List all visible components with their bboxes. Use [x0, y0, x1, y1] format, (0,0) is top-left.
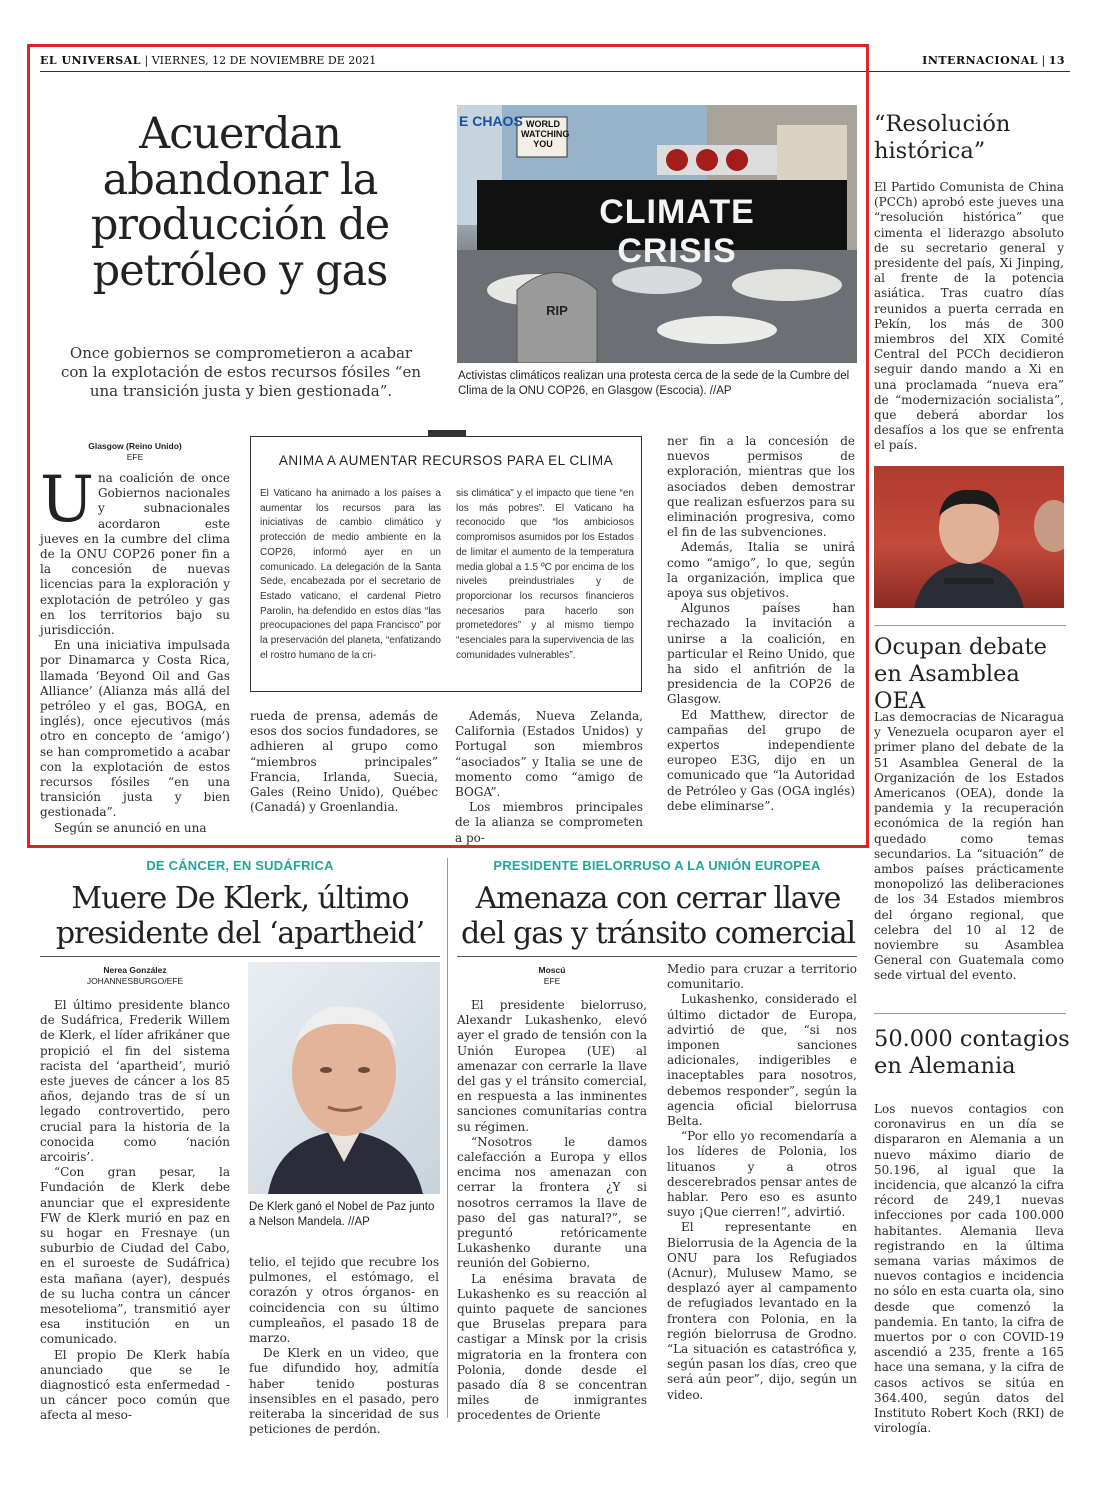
paragraph: Además, Nueva Zelanda, California (Estados Unidos) y Portugal son miembros “asociados” y Italia se une de momento como “amigo de BOGA”.: [455, 709, 643, 800]
paragraph: Medio para cruzar a territorio comunitario.: [667, 962, 857, 992]
byline-place: Glasgow (Reino Unido): [88, 441, 182, 451]
belarus-kicker: PRESIDENTE BIELORRUSO A LA UNIÓN EUROPEA: [493, 858, 821, 873]
byline-name: Nerea González: [103, 965, 167, 975]
paragraph: “Con gran pesar, la Fundación de Klerk debe anunciar que el expresidente FW de Klerk murió en paz en su hogar en Fresnaye (un suburbio de Ciudad del Cabo, en el suroeste de Sudáfrica) esta mañana (ayer), después de su lucha contra un cáncer mesotelioma”, transmitió ayer esa institución en un comunicado.: [40, 1165, 230, 1347]
protest-photo: [457, 105, 857, 363]
sign-text: WORLD WATCHING YOU: [521, 119, 570, 149]
lead-headline: [45, 109, 435, 296]
paragraph: El representante en Bielorrusia de la Agencia de la ONU para los Refugiados (Acnur), Mulusew Mamo, se desplazó ayer al campamento de refugiados levantado en la frontera con Polonia, en la región bielorrusa de Grodno. “La situación es catastrófica y, según pasan los días, creo que será aún peor”, dijo, según un video.: [667, 1220, 857, 1402]
belarus-byline: [457, 965, 647, 987]
klerk-column-1: [40, 998, 230, 1424]
klerk-column-2: [249, 1255, 439, 1437]
box-title: ANIMA A AUMENTAR RECURSOS PARA EL CLIMA: [278, 453, 614, 468]
klerk-kicker: DE CÁNCER, EN SUDÁFRICA: [146, 858, 334, 873]
klerk-headline: [40, 881, 440, 951]
paragraph: na coalición de once Gobiernos nacionales y subnacionales acordaron este jueves en la cumbre del clima de la ONU COP26 poner fin a la concesión de nuevas licencias para la exploración y explotación de petróleo y gas en los territorios bajo su jurisdicción.: [40, 471, 230, 638]
lead-deck: Once gobiernos se comprometieron a acabar con la explotación de estos recursos fósiles “en una transición justa y bien gestionada”.: [60, 344, 421, 400]
lead-column-4: [667, 434, 855, 814]
issue-date: VIERNES, 12 DE NOVIEMBRE DE 2021: [151, 54, 377, 67]
klerk-caption: De Klerk ganó el Nobel de Paz junto a Nelson Mandela. //AP: [249, 1201, 435, 1228]
box-column-a: El Vaticano ha animado a los países a aumentar los recursos para las iniciativas de cambio climático y protección de medio ambiente en la COP26, informó ayer en un comunicado. La delegación de la Santa Sede, encabezada por el secretario de Estado vaticano, el cardenal Pietro Parolin, ha defendido en estos días “las preocupaciones del papa Francisco” por la preservación del planeta, “enfatizando el rostro humano de la cri-: [260, 488, 441, 661]
headline-line: del gas y tránsito comercial: [460, 916, 856, 951]
byline-agency: EFE: [126, 452, 144, 462]
sidebar-body-3: Los nuevos contagios con coronavirus en un día se dispararon en Alemania a un nuevo máximo diario de 50.196, al igual que la incidencia, que alcanzó la cifra récord de 249,1 nuevas infecciones por cada 100.000 habitantes. Alemania lleva registrando en la última semana varias máximos de nuevos contagios e incidencia no sólo en esta cuarta ola, sino desde que comenzó la pandemia. En tanto, la cifra de muertos por o con COVID-19 ascendió a 235, frente a 165 hace una semana, y la cifra de casos activos se sitúa en 364.400, según datos del Instituto Robert Koch (RKI) de virología.: [874, 1102, 1064, 1436]
klerk-byline: [40, 965, 230, 987]
banner-text: CLIMATE CRISIS: [599, 193, 755, 270]
belarus-rule: [457, 956, 857, 957]
lead-byline: [40, 441, 230, 463]
paragraph: El último presidente blanco de Sudáfrica, Frederik Willem de Klerk, el líder afrikáner que propició el fin del sistema racista del ‘apartheid’, murió este jueves de cáncer a los 85 años, dejando tras de sí un legado controvertido, pero crucial para la historia de la conocida como ‘nación arcoiris’.: [40, 998, 230, 1165]
paragraph: La enésima bravata de Lukashenko es su reacción al quinto paquete de sanciones que Bruselas prepara para castigar a Minsk por la crisis migratoria en la frontera con Polonia, donde desde el pasado día 8 se concentran miles de inmigrantes procedentes de Oriente: [457, 1271, 647, 1423]
column-divider: [447, 858, 448, 1418]
belarus-headline: [456, 881, 860, 951]
belarus-column-1: [457, 998, 647, 1424]
headline-line: Amenaza con cerrar llave: [475, 881, 841, 916]
headline-line: producción de: [90, 200, 390, 250]
paragraph: Además, Italia se unirá como “amigo”, lo que, según la organización, implica que apoya sus objetivos.: [667, 540, 855, 601]
sidebar-title-2: Ocupan debate en Asamblea OEA: [874, 634, 1047, 714]
masthead-left: EL UNIVERSAL | VIERNES, 12 DE NOVIEMBRE DE 2021: [40, 54, 377, 67]
sidebar-rule-2: [874, 1013, 1066, 1014]
headline-line: presidente del ‘apartheid’: [55, 916, 425, 951]
headline-line: Muere De Klerk, último: [71, 881, 409, 916]
tomb-text: RIP: [546, 303, 568, 318]
lead-column-1: [40, 463, 230, 836]
drop-cap: U: [40, 463, 94, 537]
paragraph: Lukashenko, considerado el último dictador de Europa, advirtió de que, “si nos imponen sanciones adicionales, indigeribles e inaceptables para nosotros, debemos responder”, según la agencia oficial bielorrusa Belta.: [667, 992, 857, 1129]
byline-place: Moscú: [538, 965, 566, 975]
sidebar-rule-1: [874, 625, 1066, 626]
sidebar-title-1: “Resolución histórica”: [874, 111, 1011, 164]
lead-column-3: [455, 709, 643, 846]
paragraph: Según se anunció en una: [54, 820, 207, 835]
box-column-b: sis climática” y el impacto que tiene “en los más pobres”. El Vaticano ha reconocido que “los ambiciosos compromisos asumidos por los Estados de limitar el aumento de la temperatura media global a 1.5 ºC por encima de los niveles preindustriales y de proporcionar los recursos financieros necesarios para hacerlo son prometedores” y al mismo tiempo “esenciales para la supervivencia de las comunidades vulnerables”.: [456, 488, 634, 661]
paragraph: ner fin a la concesión de nuevos permisos de exploración, mientras que los asociados deben demostrar que realizan esfuerzos para su eliminación progresiva, como el fin de las subvenciones.: [667, 434, 855, 540]
paragraph: El propio De Klerk había anunciado que se le diagnosticó esta enfermedad -un cáncer poco común que afecta al meso-: [40, 1347, 230, 1423]
xi-photo: [874, 466, 1064, 608]
sidebar-body-2: Las democracias de Nicaragua y Venezuela ocuparon ayer el primer plano del debate de la 51 Asamblea General de la Organización de los Estados Americanos (OEA), donde la pandemia y la recuperación económica de la región han quedado como temas secundarios. La “situación” de ambos países prácticamente monopolizó las deliberaciones de los 34 Estados miembros del órgano regional, que celebra del 10 al 12 de noviembre su Asamblea General con Guatemala como sede virtual del evento.: [874, 710, 1064, 983]
paragraph: En una iniciativa impulsada por Dinamarca y Costa Rica, llamada ‘Beyond Oil and Gas Alliance’ (Alianza más allá del petróleo y el gas, BOGA, en inglés), once ejecutivos (más otro en concepto de ‘amigo’) se han comprometido a acabar con la explotación de estos recursos fósiles “en una transición justa y bien gestionada”.: [40, 638, 230, 820]
klerk-photo: [248, 962, 440, 1194]
belarus-column-2: [667, 962, 857, 1403]
headline-line: petróleo y gas: [92, 245, 388, 296]
paper-name: EL UNIVERSAL: [40, 54, 142, 67]
byline-agency: EFE: [543, 976, 561, 986]
section-name: INTERNACIONAL: [922, 54, 1038, 67]
paragraph: “Nosotros le damos calefacción a Europa y ellos encima nos amenazan con cerrar la frontera ¿Y si nosotros cerramos la llave de paso del gas natural?”, se preguntó retóricamente Lukashenko durante una reunión del Gobierno.: [457, 1134, 647, 1271]
page-number: 13: [1048, 54, 1065, 67]
sidebar-body-1: El Partido Comunista de China (PCCh) aprobó este jueves una “resolución histórica” que cimenta el liderazgo absoluto de su secretario general y presidente del país, Xi Jinping, al frente de la potencia asiática. Tras cuatro días reunidos a puerta cerrada en Pekín, los más de 300 miembros del XIX Comité Central del PCCh decidieron seguir dando mando a Xi en una proclamada “nueva era” de “modernización socialista”, que deberá abordar los desafíos a los que se enfrenta el país.: [874, 180, 1064, 453]
byline-place: JOHANNESBURGO/EFE: [86, 976, 184, 986]
paragraph: Los miembros principales de la alianza se comprometen a po-: [455, 800, 643, 845]
paragraph: El presidente bielorruso, Alexandr Lukashenko, elevó ayer el grado de tensión con la Unión Europea (UE) al amenazar con cerrarle la llave del gas y el tránsito comercial, en respuesta a las inminentes sanciones comunitarias contra su régimen.: [457, 998, 647, 1134]
paragraph: Algunos países han rechazado la invitación a unirse a la coalición, en particular el Reino Unido, que ha sido el anfitrión de la presidencia de la COP26 de Glasgow.: [667, 601, 855, 707]
portrait-art: [248, 962, 440, 1194]
headline-line: abandonar la: [102, 154, 378, 205]
masthead-right: INTERNACIONAL | 13: [922, 54, 1065, 67]
headline-line: Acuerdan: [139, 109, 341, 159]
paragraph: De Klerk en un video, que fue difundido hoy, admitía haber tenido posturas insensibles en el pasado, pero reiteraba la sinceridad de sus peticiones de perdón.: [249, 1346, 439, 1437]
vatican-box: [250, 436, 642, 692]
sign-text-2: E CHAOS: [459, 113, 523, 129]
sidebar-title-3: 50.000 contagios en Alemania: [874, 1026, 1070, 1079]
paragraph: Ed Matthew, director de campañas del grupo de expertos independiente europeo E3G, dijo en un comunicado que “la Autoridad de Petróleo y Gas (OGA inglés) debe eliminarse”.: [667, 707, 855, 813]
xi-photo-art: [874, 466, 1064, 608]
paragraph: telio, el tejido que recubre los pulmones, el estómago, el corazón y otros órganos- en coincidencia con su último cumpleaños, el pasado 18 de marzo.: [249, 1255, 439, 1346]
klerk-rule: [40, 956, 440, 957]
paragraph: “Por ello yo recomendaría a los líderes de Polonia, los lituanos y a otros descerebrados pensar antes de hablar. Pero eso es asunto suyo ¡Que cierren!”, advirtió.: [667, 1129, 857, 1220]
lead-column-2: rueda de prensa, además de esos dos socios fundadores, se adhieren al grupo como “miembros principales” Francia, Irlanda, Suecia, Gales (Reino Unido), Québec (Canadá) y Groenlandia.: [250, 709, 438, 815]
lead-photo-caption: Activistas climáticos realizan una protesta cerca de la sede de la Cumbre del Clima de la ONU COP26, en Glasgow (Escocia). //AP: [458, 370, 850, 397]
